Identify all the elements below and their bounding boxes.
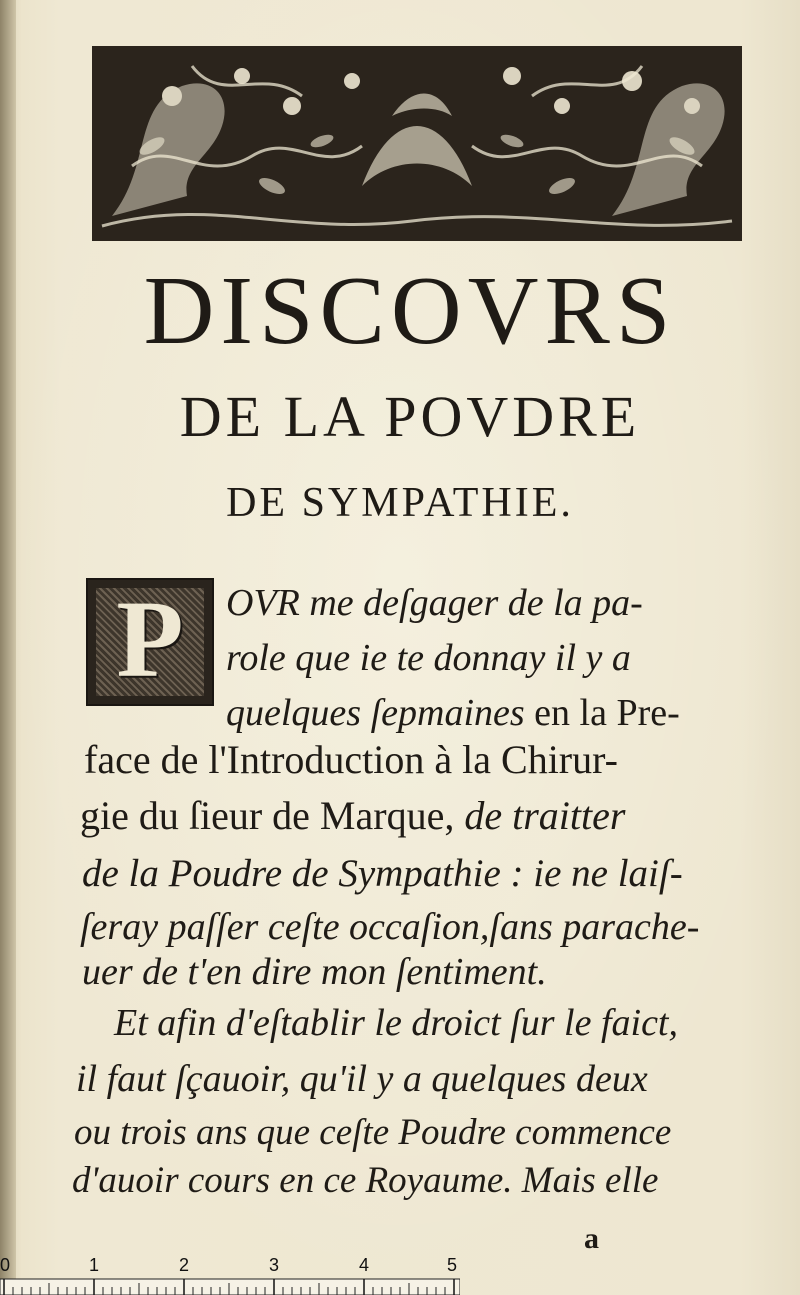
body-line-3-italic: quelques ſepmaines — [226, 692, 535, 734]
body-line-5 — [80, 793, 626, 838]
body-line-12: d'auoir cours en ce Royaume. Mais elle — [72, 1160, 659, 1201]
ruler-label-2: 2 — [179, 1255, 190, 1275]
body-line-5-roman: gie du ſieur de Marque, — [80, 793, 465, 838]
title-subtitle-2: DE SYMPATHIE. — [226, 480, 574, 526]
ornamental-dropcap — [86, 578, 214, 706]
ruler-label-1: 1 — [89, 1255, 100, 1275]
ruler-label-3: 3 — [269, 1255, 280, 1275]
body-line-4: face de l'Introduction à la Chirur- — [84, 737, 618, 782]
body-line-2: role que ie te donnay il y a — [226, 637, 631, 679]
body-line-7: ſeray paſſer ceſte occaſion,ſans parache- — [80, 906, 700, 948]
body-line-10: il faut ſçauoir, qu'il y a quelques deux — [76, 1058, 648, 1100]
ruler-label-5: 5 — [447, 1255, 458, 1275]
body-line-5-italic: de traitter — [464, 793, 626, 838]
body-line-9: Et afin d'eſtablir le droict ſur le faict, — [114, 1002, 678, 1044]
ruler-label-0: 0 — [0, 1255, 11, 1275]
body-line-8: uer de t'en dire mon ſentiment. — [82, 951, 547, 993]
title-subtitle-1: DE LA POVDRE — [179, 384, 641, 449]
measurement-ruler — [0, 1255, 460, 1295]
body-line-3-roman: en la Pre- — [534, 692, 680, 734]
title-main: DISCOVRS — [143, 257, 677, 365]
body-line-3 — [226, 694, 680, 732]
body-line-11: ou trois ans que ceſte Poudre commence — [74, 1112, 672, 1153]
page-gutter — [0, 0, 16, 1295]
signature-mark: a — [584, 1222, 599, 1255]
body-line-6: de la Poudre de Sympathie : ie ne laiſ- — [82, 852, 683, 895]
body-line-1: OVR me deſgager de la pa- — [226, 582, 643, 624]
ruler-label-4: 4 — [359, 1255, 370, 1275]
headpiece-ornament — [92, 46, 742, 241]
dropcap-letter: P — [116, 578, 184, 700]
